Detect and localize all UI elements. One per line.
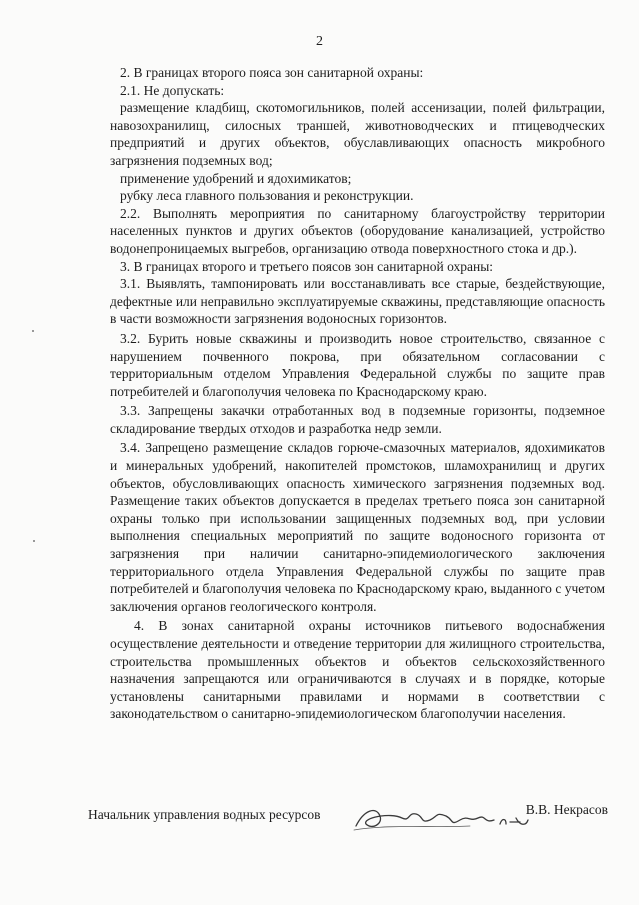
paragraph: 4. В зонах санитарной охраны источников питьевого водоснабжения осуществление деятельности и отведение территории для жилищного строительства, строительства промышленных объектов и объектов сельскохозяйственного назначения запрещаются или ограничиваются в случаях и в порядке, которые установлены санитарными правилами и нормами в соответствии с законодательством о санитарно-эпидемиологическом благополучии населения. (110, 618, 605, 722)
paragraph: 3.2. Бурить новые скважины и производить новое строительство, связанное с нарушением почвенного покрова, при обязательном согласовании с территориальным отделом Управления Федеральной службы по защите прав потребителей и благополучия человека по Краснодарскому краю. (110, 330, 605, 399)
signatory-name: В.В. Некрасов (525, 802, 608, 817)
paragraph: 3.1. Выявлять, тампонировать или восстанавливать все старые, бездействующие, дефектные или неправильно эксплуатируемые скважины, представляющие опасность в части возможности загрязнения водоносных горизонтов. (110, 276, 605, 327)
page-number: 2 (316, 34, 323, 49)
paragraph: 2.1. Не допускать: (120, 82, 225, 98)
signatory-title: Начальник управления водных ресурсов (88, 807, 321, 822)
paragraph: 3.3. Запрещены закачки отработанных вод в подземные горизонты, подземное складирование твердых отходов и разработка недр земли. (110, 403, 605, 436)
paragraph: 3. В границах второго и третьего поясов зон санитарной охраны: (120, 258, 494, 274)
paragraph: рубку леса главного пользования и реконструкции. (120, 188, 414, 204)
paragraph: 2.2. Выполнять мероприятия по санитарному благоустройству территории населенных пунктов и других объектов (оборудование канализацией, устройство водонепроницаемых выгребов, организацию отвода поверхностного стока и др.). (110, 205, 605, 256)
scan-speck (32, 330, 34, 332)
paragraph: 2. В границах второго пояса зон санитарной охраны: (120, 65, 424, 80)
paragraph: 3.4. Запрещено размещение складов горюче-смазочных материалов, ядохимикатов и минеральных удобрений, накопителей промстоков, шламохранилищ и других объектов, обусловливающих опасность химического загрязнения подземных вод. Размещение таких объектов допускается в пределах третьего пояса зон санитарной охраны только при использовании защищенных подземных вод, при условии выполнения специальных мероприятий по защите водоносного горизонта от загрязнения при наличии санитарно-эпидемиологического заключения территориального отдела Управления Федеральной службы по защите прав потребителей и благополучия человека по Краснодарскому краю, выданного с учетом заключения органов геологического контроля. (110, 440, 605, 614)
scan-speck (33, 540, 35, 542)
signature-block (88, 802, 608, 846)
paragraph: применение удобрений и ядохимикатов; (120, 170, 352, 186)
handwritten-signature (350, 800, 540, 836)
document-body (110, 64, 605, 723)
paragraph: размещение кладбищ, скотомогильников, полей ассенизации, полей фильтрации, навозохранилищ, силосных траншей, животноводческих и птицеводческих предприятий и других объектов, обуславливающих опасность микробного загрязнения подземных вод; (110, 100, 605, 168)
